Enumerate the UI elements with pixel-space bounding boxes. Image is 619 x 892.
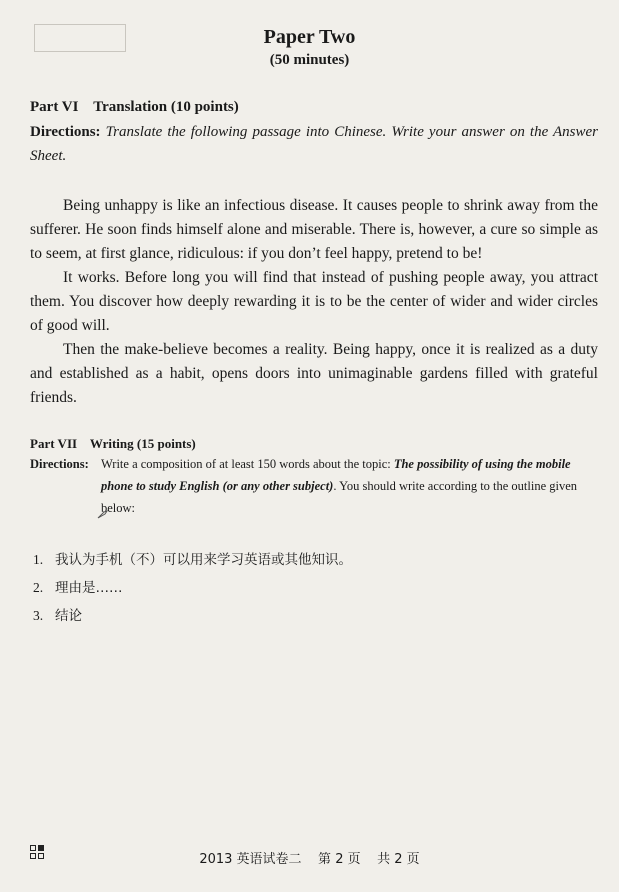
paper-title: Paper Two: [263, 26, 356, 48]
passage-paragraph-1: Being unhappy is like an infectious disease. It causes people to shrink away from the sufferer. He soon finds himself alone and miserable. There is, however, a cure so simple as to seem, at first glance, ridiculous: if you don’t feel happy, pretend to be!: [30, 197, 598, 262]
outline-item-text: 结论: [55, 608, 82, 624]
part7-heading: Part VII Writing (15 points): [30, 436, 196, 451]
passage-paragraph-3: Then the make-believe becomes a reality. Being happy, once it is realized as a duty and established as a habit, opens doors into unimaginable gardens filled with grateful friends.: [30, 341, 598, 406]
outline-item-1: [33, 548, 352, 568]
outline-item-3: [33, 604, 82, 624]
outline-item-number: 2.: [33, 580, 44, 595]
pen-mark-icon: [97, 510, 109, 520]
page-footer: 2013 英语试卷二 第 2 页 共 2 页: [199, 852, 420, 867]
part6-directions-text: Translate the following passage into Chinese. Write your answer on the Answer Sheet.: [30, 124, 599, 164]
essay-topic: The possibility of using the mobile phone to study English (or any other subject): [101, 457, 571, 493]
part7-directions-body: [101, 453, 599, 519]
part6-directions: [30, 120, 598, 168]
outline-item-2: [33, 576, 123, 596]
outline-item-text: 我认为手机（不）可以用来学习英语或其他知识。: [55, 552, 352, 568]
part7-directions-suffix: . You should write according to the outline given below:: [101, 479, 578, 515]
outline-item-text: 理由是……: [55, 580, 123, 596]
part6-heading: Part VI Translation (10 points): [30, 99, 239, 115]
part7-directions: [30, 453, 600, 515]
outline-item-number: 3.: [33, 608, 44, 623]
part6-directions-label: Directions:: [30, 124, 101, 140]
paper-duration: (50 minutes): [269, 52, 350, 68]
part7-directions-label: Directions:: [30, 457, 89, 471]
part7-directions-prefix: Write a composition of at least 150 words about the topic:: [101, 457, 394, 471]
passage-paragraph-2: It works. Before long you will find that instead of pushing people away, you attract them. You discover how deeply rewarding it is to be the center of wider and wider circles of good will.: [30, 269, 598, 334]
outline-item-number: 1.: [33, 552, 44, 567]
